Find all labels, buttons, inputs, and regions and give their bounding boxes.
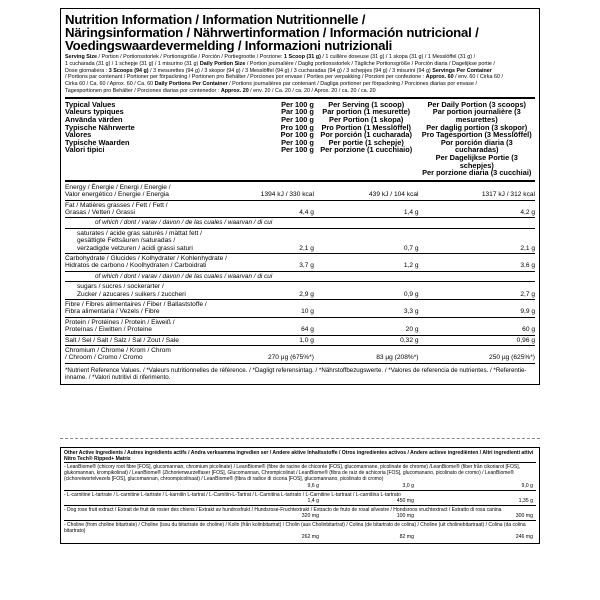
footnote: *Nutrient Reference Values. / *Valeurs nutritionnelles de référence. / *Dagligt referensintag. / *Nährstoffbezugswerte. / *Valores de referencia de nutrientes. / *Referentie-inname. / *Valori nutritivi di riferimento.: [65, 366, 527, 381]
nutrition-panel: [60, 8, 540, 385]
row-chromium: Chromium / Chrome / Krom / Chrom / Chroom / Cromo / Cromo 270 µg (675%*) 83 µg (208%*) 250 µg (625%*): [65, 347, 535, 362]
section-separator: [60, 438, 540, 439]
serving-info: Serving Size / Portion / Portionsstorlek / Portionsgröße / Porción / Portiegrootte / Porzione: 1 Scoop (31 g) / 1 cuillère doseuse (31 g) / 1 skopa (31 g) / 1 Messlöffel (31 g) / 1 cucharada (31 g) / 1 schepje (31 g) / 1 misurino (31 g) Daily Portion Size / Portion journalière / Daglig portionsstorlek / Tägliche Portionsgröße / Porción diaria / Dagelijkse portie / Dose giornaliera : 3 Scoops (94 g) / 3 mesurettes (94 g) / 3 skopor (94 g) / 3 Messlöffel (94 g) / 3 cucharadas (94 g) / 3 schepjes (94 g) / 3 misurini (94 g) Servings Per Container / Portions par contenant / Portioner per förpackning / Portionen pro Behälter / Porciones por envase / Porties per verpakking / Porzioni per confezione : Approx. 60 / env. 60 / Cirka 60 / Cirka 60 / Ca. 60 / Aprox. 60 / Ca. 60 Daily Portions Per Container / Portions journalières par contenant / Dagliga portioner per förpackning / Porciones diarias por envase / Tagesportionen pro Behälter / Porciones diarias por contenedor : Approx. 20 / env. 20 / Ca. 20 / ca. 20 / Aprox. 20 / ca. 20 / ca. 20: [65, 54, 503, 94]
panel-title-line-1: Nutrition Information / Information Nutritionnelle /: [65, 12, 366, 27]
row-sugars: sugars / sucres / sockerarter / Zucker / azucares / suikers / zuccheri 2,9 g 0,9 g 2,7 g: [77, 283, 535, 298]
row-protein: Protein / Protéines / Protein / Eiweiß / Proteínas / Eiwitten / Proteine 64 g 20 g 60 g: [65, 318, 535, 334]
ingredient-leanbiome: - LeanBiome® (chicory root fibre [FOS], glucomannan, chromium picolinate) / LeanBiome® (fibre de racine de chicorée [FOS], glucomannane, picolinate de chrome) /LeanBiome® (fiber från cikoriarot [FOS], glukomannan, krompikolinat) / LeanBiome® (Zichorienwurzelfaser [FOS], Glucomannan, Chrompicolinat / LeanBiome® (fibra de raíz de achicoria [FOS], glucomanano, picolinato de cromo) / LeanBiome® (cichoreiwortelvezels [FOS], glucomannan, chroompicolinaat) / LeanBiome® (fibra di radice di cicoria [FOS], glucomannano, picolinato di cromo) 9,6 g 3,0 g 9,0 g: [64, 463, 536, 491]
table-header: Typical Values Valeurs typiques Använda värden Typische Nährwerte Valores Typische Waarden Valori tipici Per 100 g Par 100 g Per 100 g Pro 100 g Por 100 g Per 100 g Per 100 g Per Serving (1 scoop) Par portion (1 mesurette) Per Portion (1 skopa) Pro Portion (1 Messlöffel) Por porción (1 cucharada) Per portie (1 schepje) Per porzione (1 cucchiaio) Per Daily Portion (3 scoops) Par portion journalière (3 mesurettes) Per daglig portion (3 skopor) Pro Tagesportion (3 Messlöffel) Por porción diaria (3 cucharadas) Per Dagelijkse Portie (3 schepjes) Per porzione diaria (3 cucchiai): [65, 99, 532, 178]
panel-title-line-2: Näringsinformation / Nährwertinformation / Información nutricional /: [65, 25, 479, 40]
matrix-name: Nitro Tech® Ripped+ Matrix: [64, 456, 536, 463]
ingredient-dog-rose: - Dog rose fruit extract / Extrait de fruit de rosier des chiens / Extrakt av hundrosfrukt / Hundsrose-Fruchtextrakt / Extracto de fruto de rosal silvestre / Hondsroos vruchtextract / Estratto di rosa canina 320 mg 100 mg 300 mg: [64, 506, 536, 521]
row-fibre: Fibre / Fibres alimentaires / Fiber / Ballaststoffe / Fibra alimentaria / Vezels / Fibre 10 g 3,3 g 9,9 g: [65, 301, 535, 316]
ingredient-choline: - Choline (from choline bitartrate) / Choline (issu du bitartrate de choline) / Kolin (från kolinbitartrat) / Cholin (aus Cholinbitartrat) / Colina (de bitartrato de colina) / Choline (uit cholinebitartraat) / Colina (da colina bitartrato) 262 mg 82 mg 246 mg: [64, 522, 533, 541]
other-ingredients-panel: [60, 447, 540, 544]
row-saturates: saturates / acide gras saturés / mättat fett / gesättigte Fettsäuren /saturadas / verzadigde vetzuren / acidi grassi saturi 2,1 g 0,7 g 2,1 g: [77, 229, 535, 252]
other-ingredients-heading: Other Active Ingredients / Autres ingrédients actifs / Andra verksamma ingredien ser / Andere aktive Inhaltsstoffe / Otros ingredientes activos / Andere actieve ingrediënten / Altri ingredienti attivi: [64, 450, 534, 456]
divider-thick: [65, 180, 535, 182]
row-salt: Salt / Sel / Salt / Salz / Sal / Zout / Sale 1,0 g 0,32 g 0,96 g: [65, 336, 535, 344]
row-carbohydrate: Carbohydrate / Glucides / Kolhydrater / Kohlenhydrate / Hidratos de carbono / Koolhydraten / Carboidrati 3,7 g 1,2 g 3,6 g: [65, 254, 535, 270]
ingredient-carnitine: - L-carnitine L-tartrate / L-carnitine L-tartrate / L-karnitin L-tartrat / L-Carnitin-L-Tartrat / L-Carnitina L-tartrato / L-Carnitine L-tartraat / L-carnitina L-tartrato 1,4 g 450 mg 1,35 g: [64, 491, 536, 506]
of-which-label: of which / dont / varav / davon / de las cuales / waarvan / di cui: [95, 219, 273, 227]
divider-thick: [65, 97, 535, 99]
of-which-label: of which / dont / varav / davon / de las cuales / waarvan / di cui: [95, 272, 273, 280]
panel-title-line-3: Voedingswaardevermelding / Informazioni nutrizionali: [65, 38, 393, 53]
row-energy: Energy / Énergie / Energi / Energie / Valor energético / Energie / Energia 1394 kJ / 330 kcal 439 kJ / 104 kcal 1317 kJ / 312 kcal: [65, 183, 535, 199]
row-fat: Fat / Matières grasses / Fett / Fett / Grasas / Vetten / Grassi 4,4 g 1,4 g 4,2 g: [65, 201, 535, 216]
